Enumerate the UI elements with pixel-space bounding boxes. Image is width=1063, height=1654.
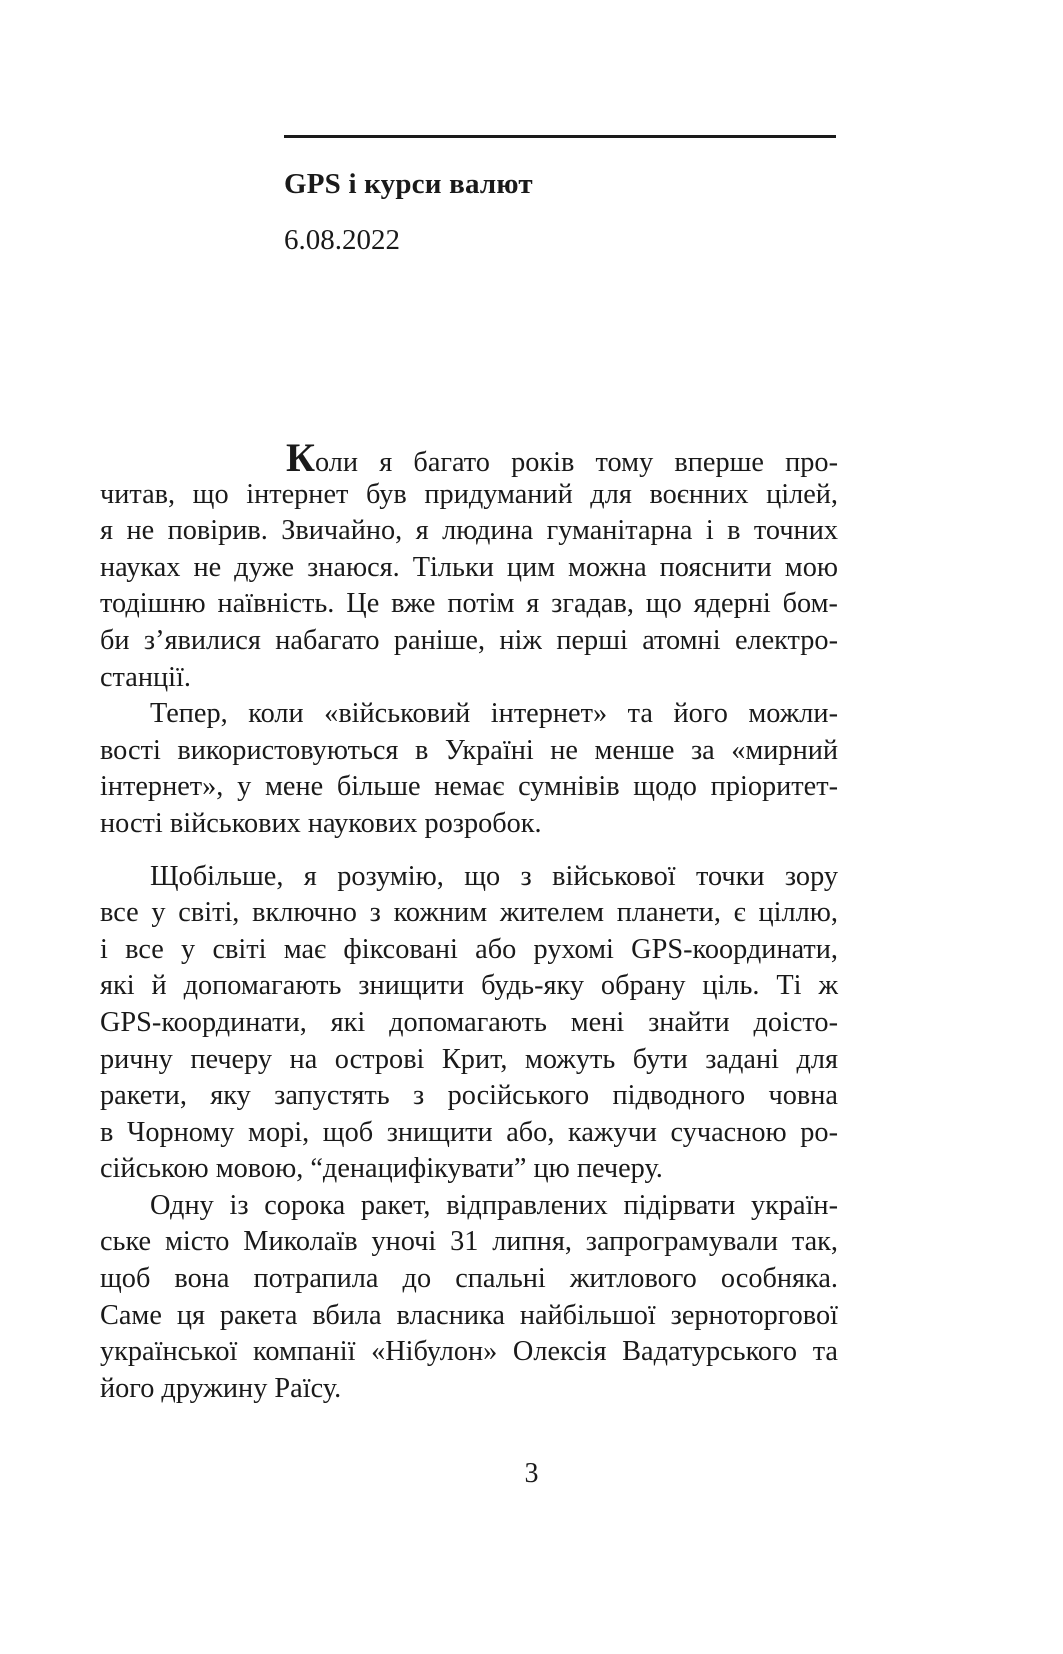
text-line: в Чорному морі, щоб знищити або, кажучи сучасною ро- xyxy=(100,1116,838,1148)
text-line: GPS-координати, які допомагають мені знайти доісто- xyxy=(100,1006,838,1038)
text-line: станції. xyxy=(100,661,191,693)
text-line: щоб вона потрапила до спальні житлового особняка. xyxy=(100,1263,838,1295)
text-line: Тепер, коли «військовий інтернет» та його можли- xyxy=(150,698,838,730)
text-line: української компанії «Нібулон» Олексія Вадатурського та xyxy=(100,1336,838,1368)
text-line: вості використовуються в Україні не менше за «мирний xyxy=(100,734,838,766)
text-line: би з’явилися набагато раніше, ніж перші атомні електро- xyxy=(100,624,838,656)
paragraph-gap xyxy=(100,843,838,859)
text-line: інтернет», у мене більше немає сумнівів щодо пріоритет- xyxy=(100,771,838,803)
text-line: ності військових наукових розробок. xyxy=(100,807,542,839)
chapter-date: 6.08.2022 xyxy=(284,224,400,256)
text-line xyxy=(100,435,838,480)
text-line: тодішню наївність. Це вже потім я згадав, що ядерні бом- xyxy=(100,588,838,620)
text-line: його дружину Раїсу. xyxy=(100,1372,342,1404)
text-line: все у світі, включно з кожним жителем планети, є ціллю, xyxy=(100,897,838,929)
text-line: ричну печеру на острові Крит, можуть бути задані для xyxy=(100,1043,838,1075)
text-line: ракети, яку запустять з російського підводного човна xyxy=(100,1080,838,1112)
text-line: які й допомагають знищити будь-яку обрану ціль. Ті ж xyxy=(100,970,838,1002)
drop-cap: К xyxy=(286,435,316,480)
text-line: сійською мовою, “денацифікувати” цю печеру. xyxy=(100,1153,663,1185)
text-line: і все у світі має фіксовані або рухомі GPS-координати, xyxy=(100,933,838,965)
text-line: я не повірив. Звичайно, я людина гуманітарна і в точних xyxy=(100,515,838,547)
text-line: Щобільше, я розумію, що з військової точки зору xyxy=(150,860,838,892)
body-text xyxy=(100,435,838,1407)
text-line: Саме ця ракета вбила власника найбільшої зерноторгової xyxy=(100,1299,838,1331)
text-line: читав, що інтернет був придуманий для воєнних цілей, xyxy=(100,478,838,510)
text-line-content: оли я багато років тому вперше про- xyxy=(315,447,838,478)
text-line: Одну із сорока ракет, відправлених підірвати україн- xyxy=(150,1189,838,1221)
page-number: 3 xyxy=(524,1458,539,1489)
chapter-title: GPS і курси валют xyxy=(284,168,533,200)
chapter-rule xyxy=(284,135,836,138)
text-line: ське місто Миколаїв уночі 31 липня, запрограмували так, xyxy=(100,1226,838,1258)
text-line: науках не дуже знаюся. Тільки цим можна пояснити мою xyxy=(100,551,838,583)
